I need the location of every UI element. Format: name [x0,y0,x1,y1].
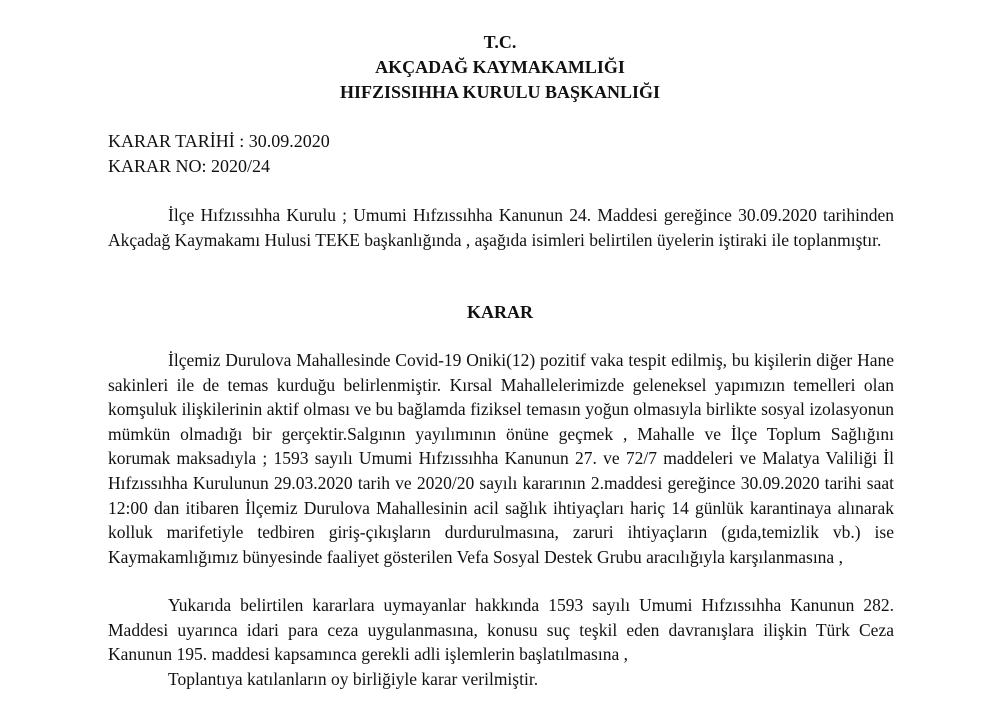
intro-paragraph: İlçe Hıfzıssıhha Kurulu ; Umumi Hıfzıssıhha Kanunun 24. Maddesi gereğince 30.09.2020 tarihinden Akçadağ Kaymakamı Hulusi TEKE başkanlığında , aşağıda isimleri belirtilen üyelerin iştiraki ile toplanmıştır. [108,205,894,250]
closing-paragraph: Toplantıya katılanların oy birliğiyle karar verilmiştir. [168,669,539,689]
decision-heading: KARAR [467,302,533,322]
decision-meta [108,129,330,179]
document-header [0,30,1000,105]
header-board: HIFZISSIHHA KURULU BAŞKANLIĞI [339,82,661,102]
decision-paragraph: İlçemiz Durulova Mahallesinde Covid-19 Oniki(12) pozitif vaka tespit edilmiş, bu kişilerin diğer Hane sakinleri ile de temas kurduğu belirlenmiştir. Kırsal Mahallelerimizde geleneksel yapımızın temelleri olan komşuluk ilişkilerinin aktif olması ve bu bağlamda fiziksel temasın yoğun olmasıyla birlikte sosyal izolasyonun mümkün olmadığı bir gerçektir.Salgının yayılımının önüne geçmek , Mahalle ve İlçe Toplum Sağlığını korumak maksadıyla ; 1593 sayılı Umumi Hıfzıssıhha Kanunun 27. ve 72/7 maddeleri ve Malatya Valiliği İl Hıfzıssıhha Kurulunun 29.03.2020 tarih ve 2020/20 sayılı kararının 2.maddesi gereğince 30.09.2020 tarihi saat 12:00 dan itibaren İlçemiz Durulova Mahallesinin acil sağlık ihtiyaçları hariç 14 günlük karantinaya alınarak kolluk marifetiyle tedbiren giriş-çıkışların durdurulmasına, zaruri ihtiyaçların (gıda,temizlik vb.) ise Kaymakamlığımız bünyesinde faaliyet gösterilen Vefa Sosyal Destek Grubu aracılığıyla karşılanmasına , [108,350,894,567]
decision-date: KARAR TARİHİ : 30.09.2020 [108,131,330,151]
penalty-paragraph: Yukarıda belirtilen kararlara uymayanlar hakkında 1593 sayılı Umumi Hıfzıssıhha Kanunun 282. Maddesi uyarınca idari para ceza uygulanmasına, konusu suç teşkil eden davranışlara ilişkin Türk Ceza Kanunun 195. maddesi kapsamınca gerekli adli işlemlerin başlatılmasına , [108,595,894,665]
header-office: AKÇADAĞ KAYMAKAMLIĞI [375,57,625,77]
decision-number: KARAR NO: 2020/24 [108,156,271,176]
header-country: T.C. [483,32,517,52]
